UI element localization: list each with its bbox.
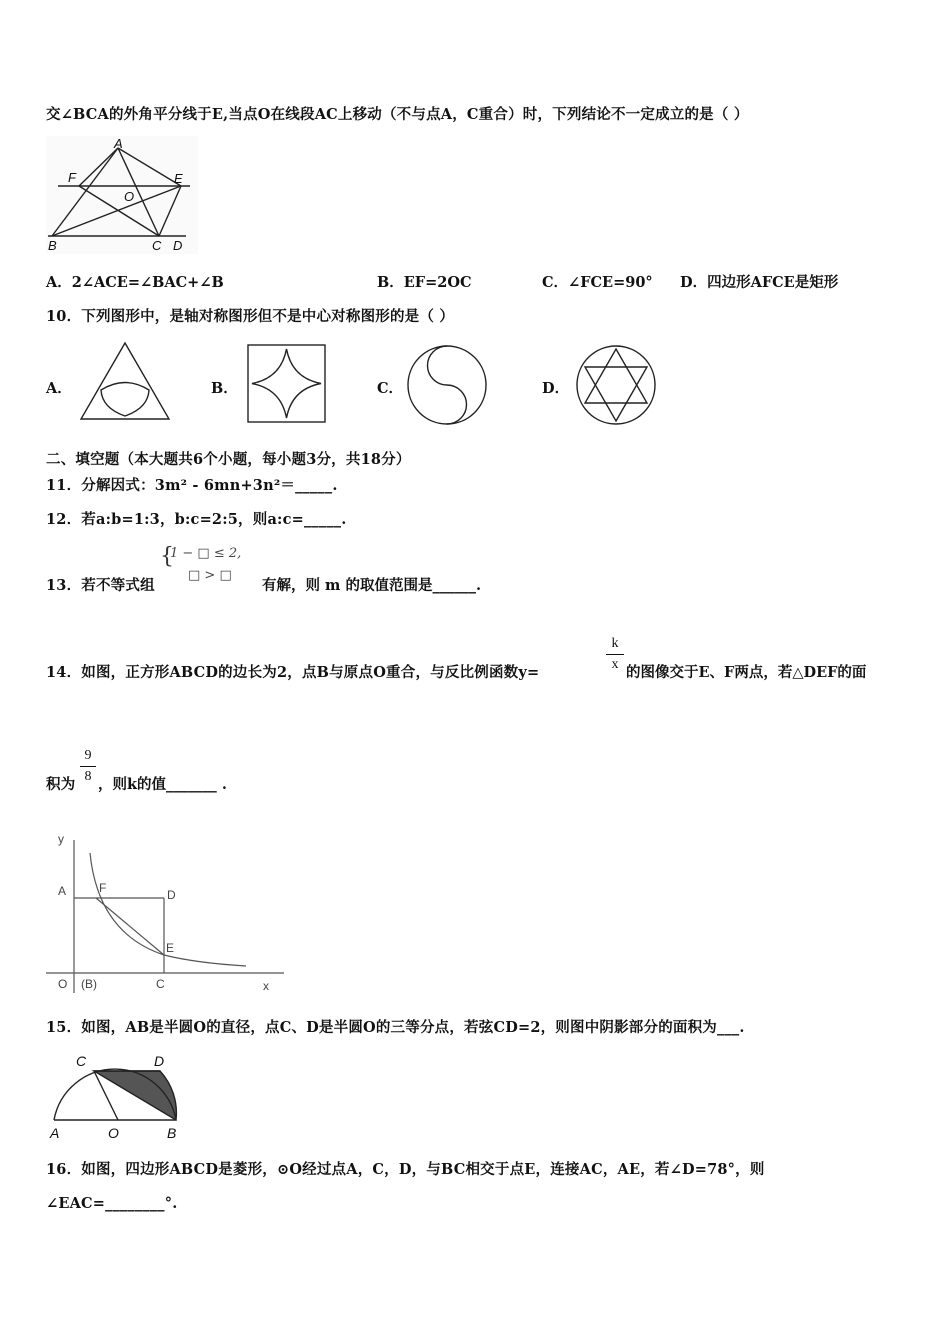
label-A: A [58, 884, 67, 898]
label-D: D [154, 1053, 165, 1069]
q10-figure-c-taiji [405, 343, 489, 427]
label-C: C [152, 238, 162, 253]
label-C: C [76, 1053, 87, 1069]
label-C: C [156, 977, 165, 991]
label-F: F [68, 170, 76, 185]
q11-text: 11．分解因式：3m² - 6mn+3n²＝_____. [46, 477, 338, 494]
q13-brace: { [160, 544, 174, 569]
label-y: y [58, 832, 64, 846]
q16-line1: 16．如图，四边形ABCD是菱形，⊙O经过点A，C，D，与BC相交于点E，连接AC，AE，若∠D=78°，则 [46, 1161, 765, 1178]
area-numerator: 9 [84, 748, 92, 763]
section-heading: 二、填空题（本大题共6个小题，每小题3分，共18分） [46, 451, 411, 468]
fraction-denominator: x [611, 657, 619, 672]
q14-line2-prefix: 积为 [46, 776, 76, 793]
label-E: E [174, 171, 183, 186]
label-B: B [167, 1125, 177, 1141]
label-D: D [167, 888, 176, 902]
q14-text-before: 14．如图，正方形ABCD的边长为2，点B与原点O重合，与反比例函数y= [46, 664, 540, 681]
q10-stem: 10．下列图形中，是轴对称图形但不是中心对称图形的是（ ） [46, 308, 455, 325]
q10-option-d-label: D． [542, 380, 570, 397]
label-E: E [166, 941, 175, 955]
label-F: F [99, 881, 107, 895]
q14-figure [46, 828, 286, 996]
q10-option-c-label: C． [377, 380, 404, 397]
q13-suffix: 有解，则 m 的取值范围是______. [262, 577, 481, 594]
area-denominator: 8 [84, 769, 92, 784]
q10-figure-b-star-square [246, 343, 328, 425]
q13-system-line1: 1 − □ ≤ 2, [170, 546, 242, 561]
q10-figure-a-reuleaux-triangle [78, 340, 172, 422]
q14-area-fraction [80, 748, 96, 785]
q10-figure-d-star-of-david [574, 343, 658, 427]
q9-option-d: D．四边形AFCE是矩形 [680, 274, 839, 291]
q14-line2-suffix: ，则k的值_______ . [98, 776, 227, 793]
label-x: x [263, 979, 269, 993]
label-D: D [173, 238, 183, 253]
q14-fraction [606, 636, 624, 673]
label-A: A [114, 136, 123, 151]
q9-figure [46, 136, 198, 254]
label-B: B [48, 238, 57, 253]
q14-text-after: 的图像交于E、F两点，若△DEF的面 [626, 664, 867, 681]
q10-option-b-label: B． [211, 380, 238, 397]
q13-system-line2: □ > □ [188, 568, 232, 583]
q16-line2: ∠EAC=________°. [46, 1195, 178, 1212]
q15-figure [46, 1050, 186, 1142]
fraction-numerator: k [611, 636, 619, 651]
q12-text: 12．若a:b=1:3，b:c=2:5，则a:c=_____. [46, 511, 347, 528]
label-A: A [50, 1125, 60, 1141]
label-B: (B) [81, 977, 97, 991]
q9-stem: 交∠BCA的外角平分线于E,当点O在线段AC上移动（不与点A，C重合）时，下列结论不一定成立的是（ ） [46, 106, 749, 123]
q15-text: 15．如图，AB是半圆O的直径，点C、D是半圆O的三等分点，若弦CD=2，则图中阴影部分的面积为___. [46, 1019, 745, 1036]
label-O: O [108, 1125, 119, 1141]
label-O: O [58, 977, 68, 991]
q10-option-a-label: A． [46, 380, 72, 397]
q9-option-c: C．∠FCE=90° [542, 274, 653, 291]
q9-option-b: B．EF=2OC [377, 274, 472, 291]
label-O: O [124, 189, 135, 204]
q13-prefix: 13．若不等式组 [46, 577, 155, 594]
q9-option-a: A．2∠ACE=∠BAC+∠B [46, 274, 224, 291]
